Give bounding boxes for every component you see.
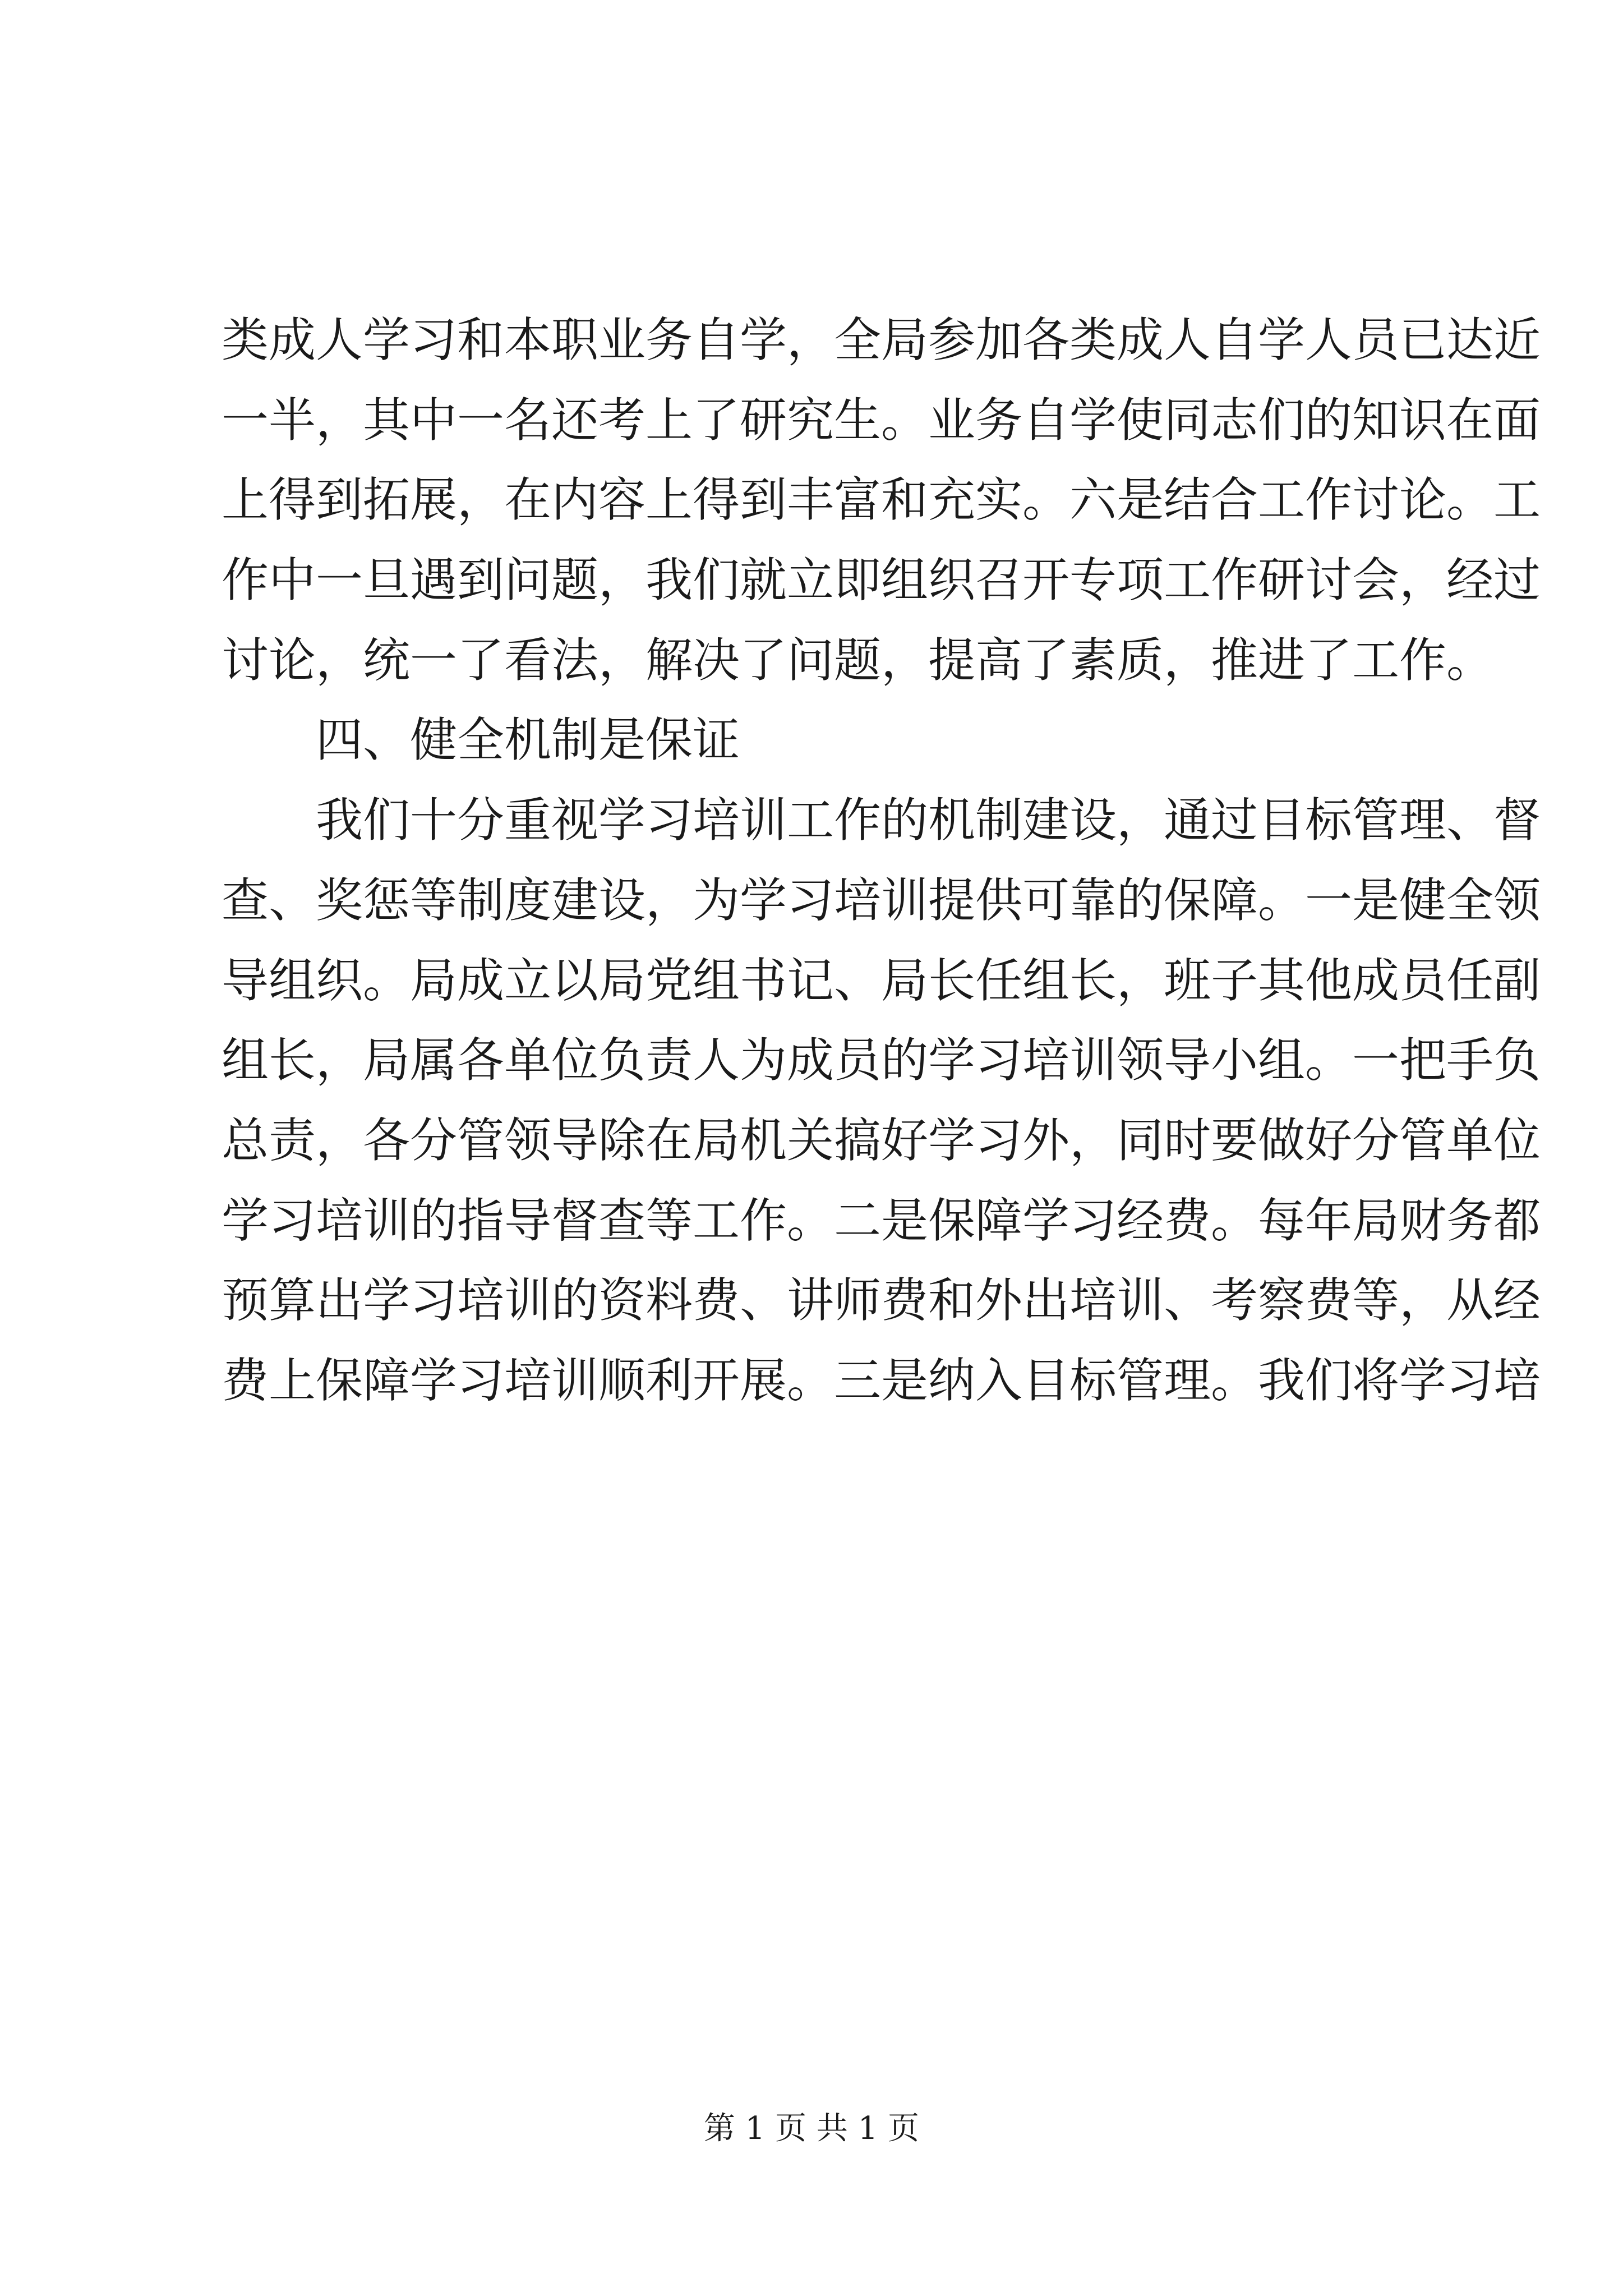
paragraph-line: 作中一旦遇到问题，我们就立即组织召开专项工作研讨会，经过	[222, 553, 1541, 608]
paragraph-line: 上得到拓展，在内容上得到丰富和充实。六是结合工作讨论。工	[222, 472, 1541, 528]
paragraph-line: 类成人学习和本职业务自学，全局参加各类成人自学人员已达近	[222, 312, 1541, 367]
paragraph-line: 费上保障学习培训顺利开展。三是纳入目标管理。我们将学习培	[222, 1352, 1541, 1408]
paragraph-line: 组长，局属各单位负责人为成员的学习培训领导小组。一把手负	[222, 1033, 1541, 1088]
paragraph-line: 导组织。局成立以局党组书记、局长任组长，班子其他成员任副	[222, 953, 1541, 1008]
paragraph-mechanism	[222, 780, 1541, 1421]
paragraph-line: 预算出学习培训的资料费、讲师费和外出培训、考察费等，从经	[222, 1273, 1541, 1328]
paragraph-line: 讨论，统一了看法，解决了问题，提高了素质，推进了工作。	[222, 632, 1494, 688]
section-heading: 四、健全机制是保证	[316, 712, 740, 768]
paragraph-line: 查、奖惩等制度建设，为学习培训提供可靠的保障。一是健全领	[222, 872, 1541, 928]
paragraph-line: 学习培训的指导督查等工作。二是保障学习经费。每年局财务都	[222, 1193, 1541, 1248]
paragraph-line: 一半，其中一名还考上了研究生。业务自学使同志们的知识在面	[222, 392, 1541, 448]
paragraph-continued	[222, 300, 1541, 700]
paragraph-line: 总责，各分管领导除在局机关搞好学习外，同时要做好分管单位	[222, 1112, 1541, 1168]
document-body	[222, 300, 1541, 1421]
paragraph-line: 我们十分重视学习培训工作的机制建设，通过目标管理、督	[316, 793, 1541, 848]
page-footer: 第 1 页 共 1 页	[703, 2110, 920, 2147]
